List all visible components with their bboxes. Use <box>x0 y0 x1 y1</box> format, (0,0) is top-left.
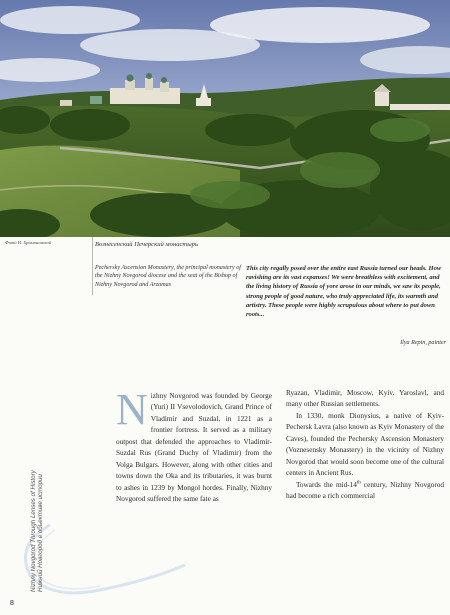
article-column-1 <box>116 385 272 506</box>
article-column-2 <box>286 388 444 503</box>
quote-author: Ilya Repin, painter <box>400 340 446 346</box>
paragraph-text: izhny Novgorod was founded by George (Yuri) II Vsevolodovich, Grand Prince of Vladimir and Suzdal, in 1221 as a frontier fortress. It served as a military outpost that defended the approaches to Vladimir-Suzdal Rus (Grand Duchy of Vladimir) from the Volga Bulgars. However, along with other cities and towns down the Oka and its tributaries, it was burnt to ashes in 1239 by Mongol hordes. Finally, Nizhny Novgorod suffered the same fate as <box>116 392 272 504</box>
pull-quote: This city regally posed over the entire east Russia turned our heads. How ravishing are its vast expanses! We were breathless with excitement, and the living history of Russia of yore arose in our minds, we saw its people, strong people of good nature, who truly appreciated life, its warmth and artistry. These people were highly scrupulous about where to put down roots... <box>246 265 442 319</box>
superscript: th <box>356 480 361 486</box>
caption-divider <box>92 237 93 295</box>
monastery-landscape-image <box>0 0 450 237</box>
side-title-english: Nizhny Novgorod Through Lenses of History <box>30 470 37 592</box>
caption-english: Pechersky Ascension Monastery, the principal monastery of the Nizhny Novgorod diocese and the seat of the Bishop of Nizhny Novgorod and Arzamas <box>95 265 241 288</box>
article-paragraph: In 1330, monk Dionysius, a native of Kyiv-Pechersk Lavra (also known as Kyiv Monastery of the Caves), founded the Pechersky Ascension Monastery (Voznesensky Monastery) in the vicinity of Nizhny Novgorod that would soon become one of the cultural centers in Ancient Rus. <box>286 411 444 478</box>
page-number: 8 <box>10 600 14 607</box>
article-paragraph <box>116 385 272 506</box>
side-title <box>30 362 44 592</box>
photo-credit: Фото Н. Храмоновской <box>5 240 52 245</box>
article-paragraph: Ryazan, Vladimir, Moscow, Kyiv, Yaroslavl, and many other Russian settlements. <box>286 389 444 409</box>
paragraph-text: Towards the mid-14 <box>296 480 357 489</box>
monastery-photo <box>0 0 450 237</box>
paragraph-text: century, Nizhny Novgorod had become a rich commercial <box>286 480 444 501</box>
side-title-russian: Нижний Новгород в объективе истории <box>37 474 44 592</box>
drop-cap: N <box>116 385 148 434</box>
caption-russian: Вознесенский Печерский монастырь <box>95 241 198 248</box>
article-paragraph <box>286 480 444 503</box>
